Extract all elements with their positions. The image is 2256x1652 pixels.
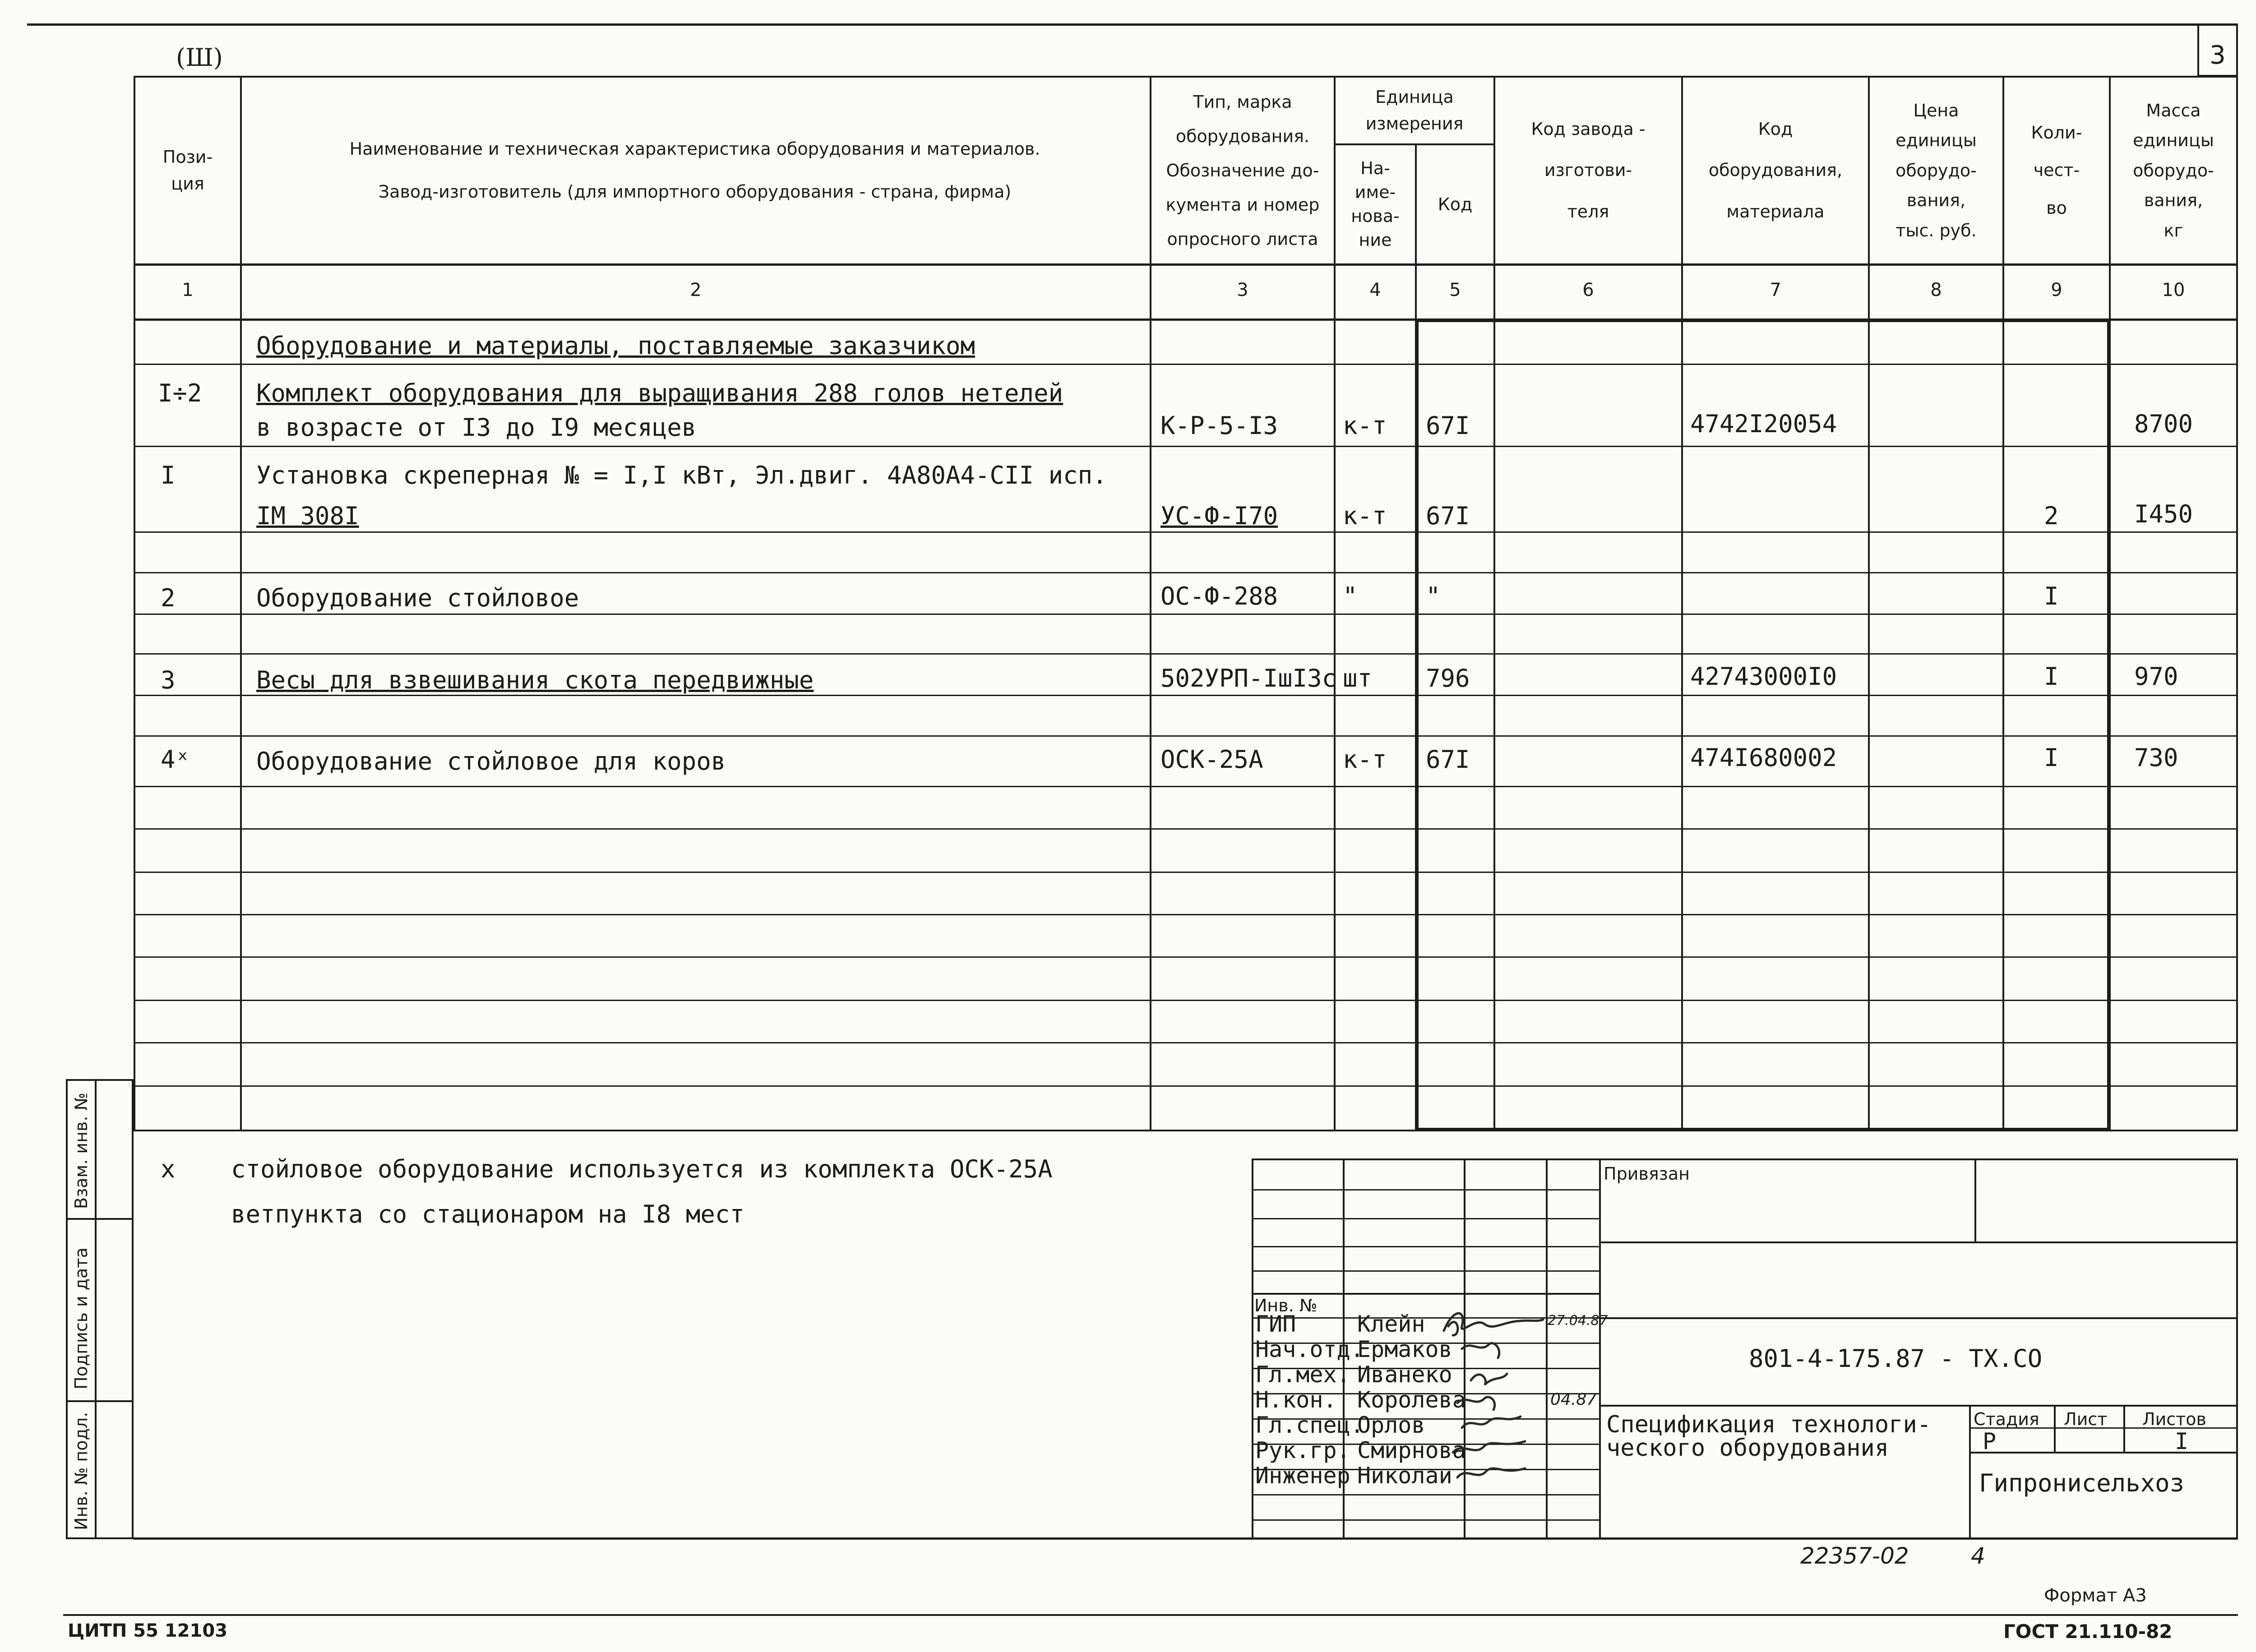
document-title-line1: Спецификация технологи- xyxy=(1606,1411,1932,1438)
header-mass: Масса единицы оборудо- вания, кг xyxy=(2133,100,2214,240)
header-quantity: Коли- чест- во xyxy=(2031,122,2082,218)
sheets-label: Листов xyxy=(2142,1409,2206,1429)
row-unit: к-т xyxy=(1343,411,1387,440)
row-name-line2: в возрасте от I3 до I9 месяцев xyxy=(256,413,697,442)
row-quantity: I xyxy=(2044,662,2059,691)
signer-date: 27.04.87 xyxy=(1548,1313,1608,1329)
row-name: Оборудование стойловое xyxy=(256,584,579,612)
row-quantity: 2 xyxy=(2044,502,2059,530)
signer-role: ГИП xyxy=(1255,1311,1296,1337)
note-line1: стойловое оборудование используется из комплекта ОСК-25А xyxy=(231,1155,1053,1183)
signer-name: Николаи xyxy=(1357,1463,1452,1489)
page-number: 4 xyxy=(1971,1543,1985,1569)
row-unit-code: 796 xyxy=(1426,664,1470,692)
signer-name: Иванеко xyxy=(1357,1361,1452,1388)
sheet-number: 3 xyxy=(2210,41,2226,70)
signer-role: Инженер xyxy=(1255,1463,1350,1489)
header-unit-name: На- име- нова- ние xyxy=(1351,158,1400,250)
signer-role: Гл.мех. xyxy=(1255,1361,1350,1388)
paper-format: Формат А3 xyxy=(2044,1585,2147,1606)
signer-role: Н.кон. xyxy=(1255,1387,1337,1413)
row-name: Весы для взвешивания скота передвижные xyxy=(256,666,814,694)
row-position: 3 xyxy=(161,666,176,694)
side-label-original-inv: Инв. № подл. xyxy=(71,1412,91,1530)
row-equip-code: 42743000I0 xyxy=(1690,662,1837,691)
signer-name: Клейн xyxy=(1357,1311,1425,1337)
signatures xyxy=(1435,1304,1552,1484)
header-equip-code: Код оборудования, материала xyxy=(1708,119,1843,221)
row-type: 502УРП-IшI3с xyxy=(1160,664,1337,692)
row-name: Оборудование стойловое для коров xyxy=(256,747,726,775)
signer-date: 04.87 xyxy=(1550,1390,1597,1409)
signer-name: Ермаков xyxy=(1357,1336,1452,1362)
top-border xyxy=(27,23,2236,26)
row-unit: " xyxy=(1343,582,1358,610)
row-equip-code: 474I680002 xyxy=(1690,743,1837,772)
column-number: 10 xyxy=(2162,280,2185,300)
signer-role: Рук.гр. xyxy=(1255,1437,1350,1463)
row-unit-code: 67I xyxy=(1426,502,1470,530)
row-mass: I450 xyxy=(2134,500,2193,528)
column-number: 8 xyxy=(1930,280,1942,300)
column-number: 2 xyxy=(690,280,702,300)
stage-label: Стадия xyxy=(1974,1409,2039,1429)
row-name-line1: Установка скреперная № = I,I кВт, Эл.двиг. 4А80А4-СII исп. xyxy=(256,461,1107,489)
column-number: 6 xyxy=(1582,280,1594,300)
signer-role: Нач.отд. xyxy=(1255,1336,1364,1362)
header-maker-code: Код завода - изготови- теля xyxy=(1531,119,1646,221)
coded-data-area xyxy=(1415,318,2111,1131)
row-position: 2 xyxy=(161,584,176,612)
column-number: 3 xyxy=(1237,280,1248,300)
header-price: Цена единицы оборудо- вания, тыс. руб. xyxy=(1895,100,1977,240)
row-position: 4ˣ xyxy=(161,745,190,774)
attached-label: Привязан xyxy=(1604,1164,1690,1184)
row-quantity: I xyxy=(2044,582,2059,610)
signer-name: Королева xyxy=(1357,1387,1466,1413)
row-unit: к-т xyxy=(1343,745,1387,774)
stage-value: Р xyxy=(1983,1428,1997,1454)
row-name-line2: IM 308I xyxy=(256,502,359,530)
row-position: I xyxy=(161,461,176,489)
row-unit-code: 67I xyxy=(1426,745,1470,774)
row-type: К-Р-5-I3 xyxy=(1160,411,1278,440)
signer-name: Орлов xyxy=(1357,1412,1425,1438)
row-mass: 730 xyxy=(2134,743,2178,772)
side-label-signature-date: Подпись и дата xyxy=(71,1247,91,1389)
note-mark: x xyxy=(161,1155,176,1183)
sheet-label: Лист xyxy=(2064,1409,2108,1429)
column-number: 9 xyxy=(2051,280,2062,300)
row-position: I÷2 xyxy=(158,379,202,407)
header-unit: Единица измерения xyxy=(1365,87,1464,134)
footer-left-code: ЦИТП 55 12103 xyxy=(68,1620,228,1641)
row-mass: 8700 xyxy=(2134,410,2193,438)
note-line2: ветпункта со стационаром на I8 мест xyxy=(231,1200,744,1228)
signer-name: Смирнова xyxy=(1357,1437,1466,1463)
column-number: 1 xyxy=(182,280,194,300)
row-mass: 970 xyxy=(2134,662,2178,691)
header-name: Наименование и техническая характеристика оборудования и материалов. Завод-изготовитель (для импортного оборудования - страна, фирма) xyxy=(349,139,1040,202)
row-equip-code: 4742I20054 xyxy=(1690,410,1837,438)
row-unit-code: 67I xyxy=(1426,411,1470,440)
row-unit-code: " xyxy=(1426,582,1441,610)
row-unit: к-т xyxy=(1343,502,1387,530)
sheets-value: I xyxy=(2175,1428,2189,1454)
archive-number: 22357-02 xyxy=(1800,1543,1909,1569)
section-title: Оборудование и материалы, поставляемые заказчиком xyxy=(256,332,975,360)
organization: Гипронисельхоз xyxy=(1979,1469,2185,1497)
row-type: ОС-Ф-288 xyxy=(1160,582,1278,610)
header-unit-code: Код xyxy=(1438,194,1473,214)
row-name-line1: Комплект оборудования для выращивания 288 голов нетелей xyxy=(256,379,1063,407)
column-number: 4 xyxy=(1369,280,1381,300)
row-unit: шт xyxy=(1343,664,1373,692)
row-quantity: I xyxy=(2044,743,2059,772)
row-type: УС-Ф-I70 xyxy=(1160,502,1278,530)
footer-standard: ГОСТ 21.110-82 xyxy=(2003,1620,2173,1643)
signer-role: Гл.спец. xyxy=(1255,1412,1364,1438)
header-position: Пози- ция xyxy=(162,147,213,194)
document-code: 801-4-175.87 - ТХ.СО xyxy=(1749,1344,2043,1373)
column-number: 5 xyxy=(1449,280,1461,300)
header-type: Тип, марка оборудования. Обозначение до- кумента и номер опросного листа xyxy=(1165,92,1320,249)
side-label-replaced-inv: Взам. инв. № xyxy=(71,1092,91,1209)
inventory-label: Инв. № xyxy=(1254,1296,1318,1315)
column-number: 7 xyxy=(1770,280,1781,300)
row-type: ОСК-25А xyxy=(1160,745,1263,774)
sheet-label: (Ш) xyxy=(176,43,223,72)
document-title-line2: ческого оборудования xyxy=(1606,1435,1889,1462)
